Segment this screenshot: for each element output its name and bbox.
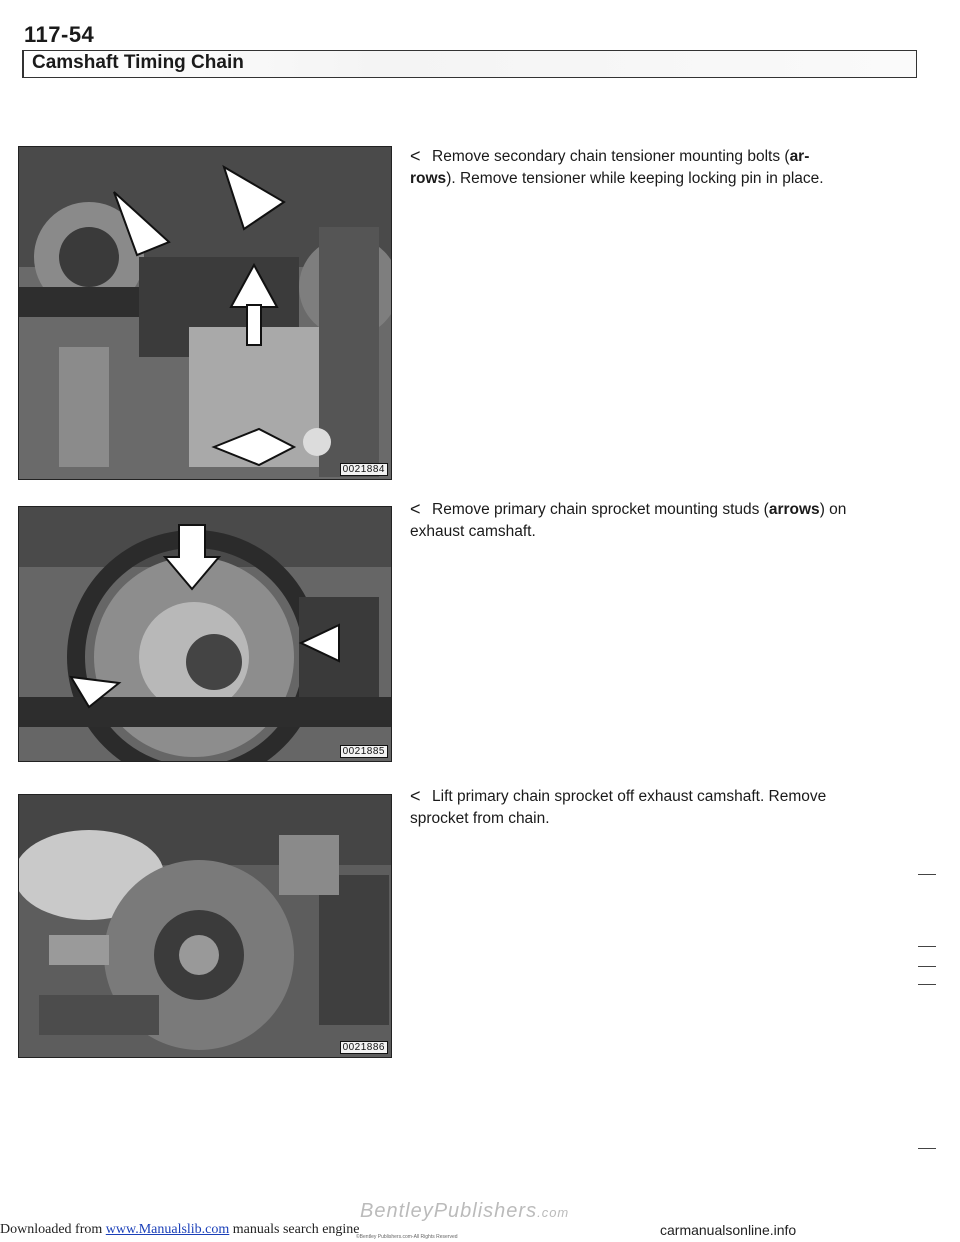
step-text [410, 501, 846, 540]
body-text: ). Remove tensioner while keeping locking pin in place. [446, 170, 824, 187]
manualslib-link[interactable]: www.Manualslib.com [105, 1222, 230, 1237]
pointer-arrow-icon: < [410, 499, 421, 519]
emphasis-text: rows [410, 170, 447, 187]
emphasis-text: ar- [789, 148, 810, 165]
emphasis-text: arrows [768, 501, 820, 518]
step-text [410, 788, 826, 827]
page-number: 117-54 [24, 22, 95, 47]
engine-photo-image [19, 147, 391, 479]
download-notice: Downloaded from www.Manualslib.com manuals search engine [0, 1222, 360, 1237]
pointer-arrow-icon: < [410, 146, 421, 166]
photo-id-label: 0021884 [340, 463, 388, 476]
engine-photo-image [19, 795, 391, 1057]
instruction-step-1 [410, 145, 890, 190]
body-text: sprocket from chain. [410, 810, 550, 827]
photo-tensioner [18, 146, 392, 480]
section-title: Camshaft Timing Chain [32, 52, 244, 73]
body-text: Remove secondary chain tensioner mounting bolts ( [432, 148, 790, 165]
body-text: Lift primary chain sprocket off exhaust camshaft. Remove [432, 788, 827, 805]
carmanualsonline-text: carmanualsonline.info [660, 1222, 797, 1238]
pointer-arrow-icon: < [410, 786, 421, 806]
section-header [22, 50, 917, 78]
instruction-step-2 [410, 498, 890, 543]
photo-sprocket-studs [18, 506, 392, 762]
body-text: exhaust camshaft. [410, 523, 536, 540]
body-text: Remove primary chain sprocket mounting studs ( [432, 501, 769, 518]
photo-id-label: 0021885 [340, 745, 388, 758]
instruction-step-3 [410, 785, 890, 830]
copyright-text: ©Bentley Publishers.com-All Rights Reserved [356, 1234, 458, 1240]
page-footer [0, 1222, 960, 1242]
step-text [410, 148, 824, 187]
photo-id-label: 0021886 [340, 1041, 388, 1054]
photo-sprocket-removal [18, 794, 392, 1058]
margin-scan-marks [912, 0, 960, 1242]
engine-photo-image [19, 507, 391, 761]
publisher-watermark: BentleyPublishers.com [360, 1200, 570, 1222]
body-text: ) on [819, 501, 847, 518]
